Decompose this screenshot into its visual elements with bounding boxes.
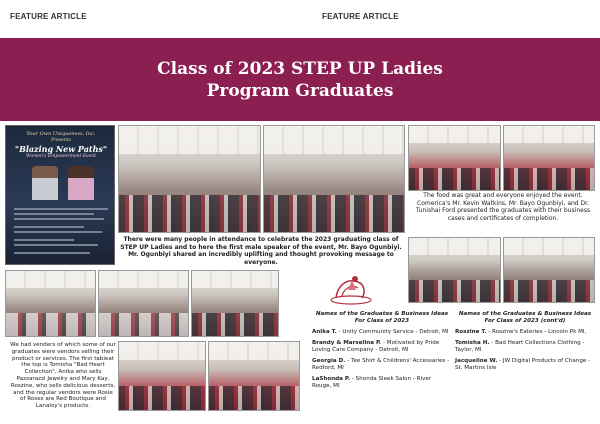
graduate-name: Tomisha H. (455, 340, 490, 346)
main-caption: There were many people in attendance to celebrate the 2023 graduating class of STEP UP Ladies and to here the first male speaker of the event, Mr. Bayo Ogunbiyi. Mr. Ogunbiyi shared an incredibly uplifting and thought provoking message to everyone. (120, 236, 402, 266)
flyer-event-name: "Blazing New Paths" (14, 144, 108, 154)
food-caption: The food was great and everyone enjoyed the event. Comerica's Mr. Kevin Watkins, Mr. Bayo Ogunbiyi, and Dr. Tunishai Ford presented the graduates with their business cases and certificates of completion. (415, 192, 591, 222)
flyer-organization: Your Own Uniqueness, Inc. (26, 131, 96, 137)
vendor-photo-5 (208, 341, 300, 411)
graduate-entry (312, 376, 452, 390)
graduates-heading: Names of the Graduates & Business Ideas For Class of 2023 (315, 311, 449, 324)
graduate-name: Roszine T. (455, 329, 487, 335)
flyer-text-line (14, 208, 108, 210)
graduate-entry (312, 358, 452, 372)
event-flyer-image (5, 125, 115, 265)
event-photo-presenters (408, 237, 501, 303)
page-title-line-2: Program Graduates (206, 81, 394, 101)
graduate-entry (455, 329, 595, 336)
graduate-name: Anika T. (312, 329, 337, 335)
vendor-photo-3 (191, 270, 279, 337)
graduate-entry (312, 329, 452, 336)
event-photo-speaker (263, 125, 405, 233)
vendor-photo-4 (118, 341, 206, 411)
graduate-name: Brandy & Marselina P. (312, 340, 382, 346)
graduate-business: - Roszine's Eateries - Lincoln Pk MI, (486, 329, 587, 335)
speaker-photo-female (68, 166, 94, 200)
graduate-business: - JW Digital Products of Change - St. Martins Isle (455, 358, 591, 371)
graduate-business: - Unity Community Service - Detroit, MI (336, 329, 449, 335)
flyer-subtitle: Women's Empowerment Event (26, 154, 96, 159)
flyer-text-line (14, 239, 74, 241)
flyer-text-line (14, 226, 84, 228)
page-title-line-1: Class of 2023 STEP UP Ladies (157, 59, 443, 79)
graduates-heading-contd: Names of the Graduates & Business Ideas For Class of 2023 (cont'd) (458, 311, 592, 324)
title-banner (0, 38, 600, 121)
speaker-photo-male (32, 166, 58, 200)
graduate-entry (312, 340, 452, 354)
vendors-caption: We had venders of which some of our graduates were vendors selling their product or services. The first tableat the top is Tomisha "Bad Heart Collection", Anika who sells Pazzarazzi Jewelry and Mary Kay, Roszine, who sells delicious desserts, and the regular vendors were Rosie of Roses are Red Boutique and Lanaloy's products. (10, 342, 116, 410)
event-photo-graduates (503, 237, 595, 303)
graduate-business: - Shonda Sleek Salon - River Rouge, MI (312, 376, 432, 389)
page-title (0, 58, 600, 102)
graduate-entry (455, 358, 595, 372)
organization-logo (328, 270, 374, 306)
event-photo-audience (118, 125, 261, 233)
flyer-text-line (14, 252, 90, 254)
feature-article-label-right: FEATURE ARTICLE (322, 12, 399, 21)
event-photo-buffet (503, 125, 595, 191)
flyer-text-line (14, 244, 98, 246)
graduates-list-column-1 (312, 311, 452, 390)
flyer-presents: Presents (51, 138, 71, 143)
graduate-name: Georgia D. (312, 358, 346, 364)
graduate-entry (455, 340, 595, 354)
flyer-text-line (14, 218, 104, 220)
event-photo-food-table (408, 125, 501, 191)
graduate-business: - Bad Heart Collections Clothing - Taylor, MI (455, 340, 585, 353)
flyer-text-line (14, 213, 94, 215)
vendor-photo-2 (98, 270, 189, 337)
graduate-business: - Motivated by Pride Loving Care Company - Detroit, MI (312, 340, 440, 353)
graduate-business: - Tee Shirt & Childrens' Accessaries - Redford, MI (312, 358, 450, 371)
flyer-text-line (14, 231, 102, 233)
graduates-list-column-2 (455, 311, 595, 372)
graduate-name: LaShonda P. (312, 376, 351, 382)
feature-article-label-left: FEATURE ARTICLE (10, 12, 87, 21)
vendor-photo-1 (5, 270, 96, 337)
graduate-name: Jacqueline W. (455, 358, 498, 364)
